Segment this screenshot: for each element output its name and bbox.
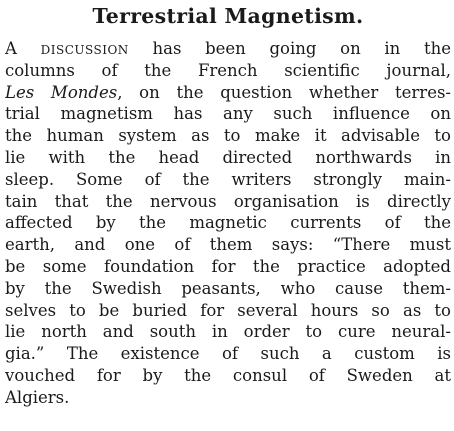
text-segment: A — [5, 39, 41, 58]
text-line: tain that the nervous organisation is directly — [5, 191, 451, 211]
text-line: selves to be buried for several hours so as to — [5, 300, 451, 320]
text-line — [5, 38, 451, 60]
text-line: sleep. Some of the writers strongly main- — [5, 169, 451, 189]
text-line: the human system as to make it advisable to — [5, 126, 451, 146]
journal-title: Les Mondes — [5, 82, 118, 102]
text-segment: , on the question whether terres- — [117, 82, 451, 102]
text-line: lie with the head directed northwards in — [5, 147, 451, 167]
text-line: vouched for by the consul of Sweden at — [5, 365, 451, 385]
newspaper-article — [5, 0, 451, 409]
text-line: affected by the magnetic currents of the — [5, 213, 451, 233]
text-line: by the Swedish peasants, who cause them- — [5, 278, 451, 298]
text-line: Algiers. — [5, 387, 70, 407]
text-line: gia.” The existence of such a custom is — [5, 344, 451, 364]
text-line: columns of the French scientific journal, — [5, 60, 451, 80]
text-line: earth, and one of them says: “There must — [5, 235, 451, 255]
article-headline: Terrestrial Magnetism. — [92, 4, 364, 28]
smallcaps-lead-word: discussion — [40, 39, 129, 58]
article-body — [5, 38, 451, 409]
text-line: trial magnetism has any such influence on — [5, 104, 451, 124]
text-line: be some foundation for the practice adopted — [5, 256, 451, 276]
text-line — [5, 82, 451, 104]
text-line: lie north and south in order to cure neural- — [5, 322, 451, 342]
text-segment: has been going on in the — [128, 39, 451, 58]
